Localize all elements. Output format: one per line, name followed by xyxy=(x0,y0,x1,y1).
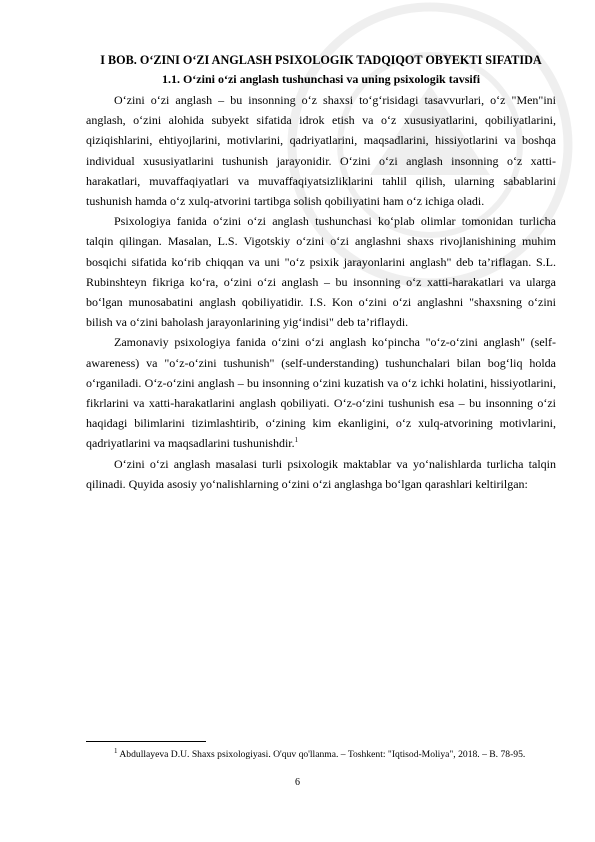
paragraph-4: O‘zini o‘zi anglash masalasi turli psixologik maktablar va yo‘nalishlarda turlicha talqin qilinadi. Quyida asosiy yo‘nalishlarning o‘zini o‘zi anglashga bo‘lgan qarashlari keltirilgan: xyxy=(86,456,556,491)
footnote-divider xyxy=(86,741,206,742)
paragraph-1: O‘zini o‘zi anglash – bu insonning o‘z shaxsi to‘g‘risidagi tasavvurlari, o‘z "Men"ini anglash, o‘zini alohida subyekt sifatida idrok etish va o‘z xususiyatlarini, qobiliyatlarini, qiziqishlarini, ehtiyojlarini, motivlarini, qadriyatlarini, maqsadlarini, hissiyotlarini va boshqa individual xususiyatlarini tushunish jarayonidir. O‘zini o‘zi anglash insonning o‘z xatti-harakatlari, muvaffaqiyatlari va muvaffaqiyatsizliklarini tahlil qilish, ularning sabablarini tushunish hamda o‘z xulq-atvorini tartibga solish qobiliyatini ham o‘z ichiga oladi. xyxy=(86,93,556,209)
footnote-reference[interactable]: 1 xyxy=(294,436,299,445)
footnotes xyxy=(86,741,556,763)
paragraph-3-text: Zamonaviy psixologiya fanida o‘zini o‘zi anglash ko‘pincha "o‘z-o‘zini anglash" (self-awareness) va "o‘z-o‘zini tushunish" (self-understanding) tushunchalari bilan bog‘liq holda o‘rganiladi. O‘z-o‘zini anglash – bu insonning o‘zini kuzatish va o‘z ichki holatini, hissiyotlarini, fikrlarini va xatti-harakatlarini anglash qobiliyati. O‘z-o‘zini tushunish esa – bu insonning o‘zi haqidagi bilimlarini tizimlashtirib, o‘zining kim ekanligini, o‘z xulq-atvorining motivlarini, qadriyatlarini va maqsadlarini tushunishdir. xyxy=(86,335,556,451)
chapter-title: I BOB. O‘ZINI O‘ZI ANGLASH PSIXOLOGIK TADQIQOT OBYEKTI SIFATIDA xyxy=(100,53,542,67)
page-number: 6 xyxy=(295,777,300,788)
paragraph-2: Psixologiya fanida o‘zini o‘zi anglash tushunchasi ko‘plab olimlar tomonidan turlicha talqin qilingan. Masalan, L.S. Vigotskiy o‘zini o‘zi anglashni shaxs rivojlanishining muhim bosqichi sifatida ko‘rib chiqqan va uni "o‘z psixik jarayonlarini anglash" deb ta’riflagan. S.L. Rubinshteyn fikriga ko‘ra, o‘zini o‘zi anglash – bu insonning o‘z xatti-harakatlari va ularga bo‘lgan munosabatini anglash qobiliyatidir. I.S. Kon o‘zini o‘zi anglashni "shaxsning o‘zini bilish va o‘zini baholash jarayonlarining yig‘indisi" deb ta’riflaydi. xyxy=(86,214,556,330)
section-title: 1.1. O‘zini o‘zi anglash tushunchasi va uning psixologik tavsifi xyxy=(161,72,481,86)
footnote-marker: 1 xyxy=(114,746,118,755)
footnote-text: Abdullayeva D.U. Shaxs psixologiyasi. O'quv qo'llanma. – Toshkent: "Iqtisod-Moliya", 2018. – B. 78-95. xyxy=(119,749,526,760)
main-content xyxy=(86,50,556,494)
paragraph-3 xyxy=(86,332,556,453)
footnote-1 xyxy=(86,746,556,763)
